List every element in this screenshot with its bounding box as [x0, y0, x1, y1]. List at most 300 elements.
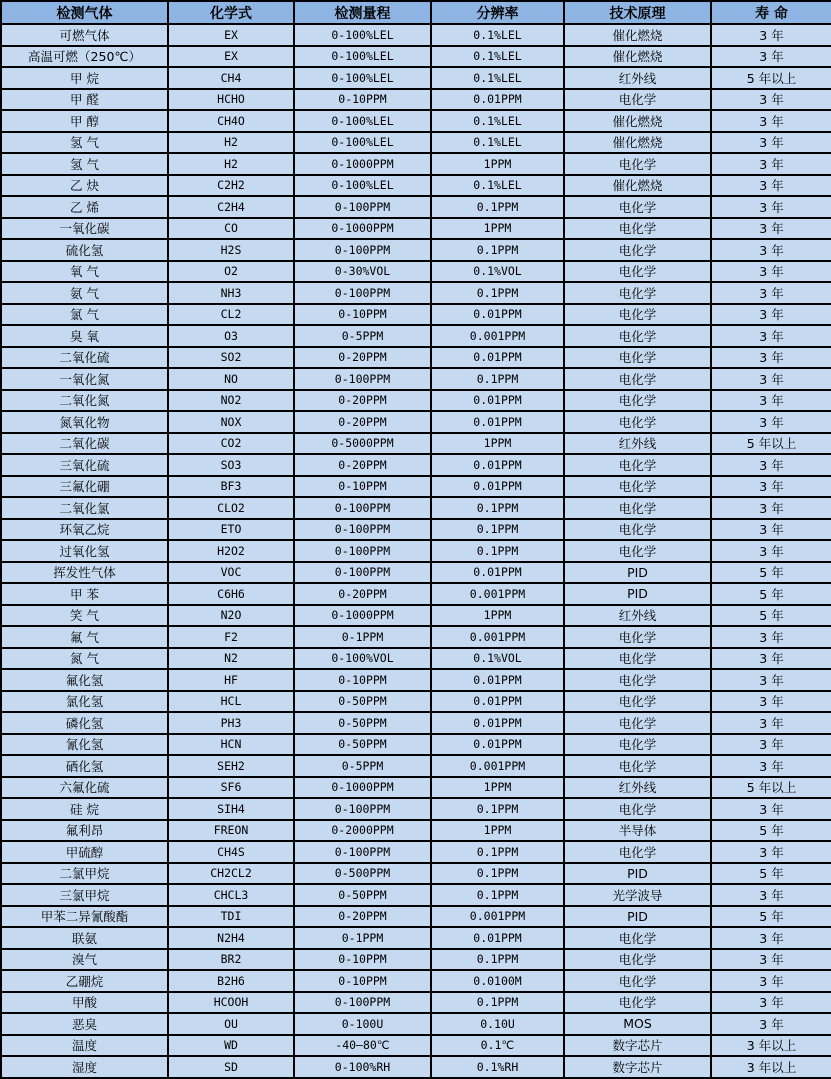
technology-cell: PID [564, 562, 711, 584]
table-row [1, 411, 831, 433]
lifespan-cell: 3 年 [711, 540, 831, 562]
technology-cell: 红外线 [564, 433, 711, 455]
resolution-cell: 0.1%VOL [431, 648, 564, 670]
gas-name-cell: 过氧化氢 [1, 540, 168, 562]
resolution-cell: 0.01PPM [431, 454, 564, 476]
detection-range-cell: 0-20PPM [294, 411, 431, 433]
lifespan-cell: 5 年 [711, 820, 831, 842]
technology-cell: PID [564, 906, 711, 928]
gas-name-cell: 笑 气 [1, 605, 168, 627]
detection-range-cell: 0-10PPM [294, 304, 431, 326]
gas-name-cell: 二氧化碳 [1, 433, 168, 455]
resolution-cell: 0.1%LEL [431, 132, 564, 154]
table-row [1, 605, 831, 627]
technology-cell: 电化学 [564, 669, 711, 691]
resolution-cell: 0.1%LEL [431, 24, 564, 46]
detection-range-cell: 0-20PPM [294, 390, 431, 412]
table-row [1, 540, 831, 562]
gas-name-cell: 三氯甲烷 [1, 884, 168, 906]
gas-name-cell: 二氯甲烷 [1, 863, 168, 885]
table-row [1, 24, 831, 46]
technology-cell: 电化学 [564, 755, 711, 777]
gas-name-cell: 氢 气 [1, 132, 168, 154]
lifespan-cell: 5 年 [711, 863, 831, 885]
detection-range-cell: 0-5000PPM [294, 433, 431, 455]
resolution-cell: 1PPM [431, 433, 564, 455]
gas-name-cell: 二氧化氮 [1, 390, 168, 412]
resolution-cell: 0.0100M [431, 970, 564, 992]
lifespan-cell: 5 年以上 [711, 433, 831, 455]
resolution-cell: 0.001PPM [431, 325, 564, 347]
lifespan-cell: 5 年 [711, 583, 831, 605]
detection-range-cell: 0-100PPM [294, 562, 431, 584]
gas-name-cell: 乙 烯 [1, 196, 168, 218]
resolution-cell: 0.01PPM [431, 712, 564, 734]
gas-name-cell: 甲硫醇 [1, 841, 168, 863]
chemical-formula-cell: NO2 [168, 390, 294, 412]
resolution-cell: 0.1PPM [431, 841, 564, 863]
detection-range-cell: 0-2000PPM [294, 820, 431, 842]
lifespan-cell: 3 年 [711, 153, 831, 175]
lifespan-cell: 3 年 [711, 390, 831, 412]
detection-range-cell: 0-10PPM [294, 970, 431, 992]
gas-name-cell: 氢 气 [1, 153, 168, 175]
resolution-cell: 0.01PPM [431, 734, 564, 756]
resolution-cell: 0.1%LEL [431, 46, 564, 68]
table-row [1, 390, 831, 412]
table-row [1, 648, 831, 670]
table-row [1, 196, 831, 218]
lifespan-cell: 3 年以上 [711, 1056, 831, 1078]
chemical-formula-cell: CO2 [168, 433, 294, 455]
chemical-formula-cell: N2O [168, 605, 294, 627]
detection-range-cell: 0-100%RH [294, 1056, 431, 1078]
technology-cell: 电化学 [564, 992, 711, 1014]
table-row [1, 175, 831, 197]
table-row [1, 46, 831, 68]
resolution-cell: 0.1%LEL [431, 175, 564, 197]
column-header-gas-name: 检测气体 [1, 1, 168, 24]
chemical-formula-cell: CH4O [168, 110, 294, 132]
resolution-cell: 0.001PPM [431, 626, 564, 648]
table-row [1, 282, 831, 304]
column-header-chemical-formula: 化学式 [168, 1, 294, 24]
gas-name-cell: 挥发性气体 [1, 562, 168, 584]
gas-name-cell: 甲 苯 [1, 583, 168, 605]
detection-range-cell: 0-100%VOL [294, 648, 431, 670]
table-row [1, 1035, 831, 1057]
gas-name-cell: 二氧化硫 [1, 347, 168, 369]
resolution-cell: 0.10U [431, 1013, 564, 1035]
lifespan-cell: 3 年 [711, 239, 831, 261]
technology-cell: 红外线 [564, 67, 711, 89]
chemical-formula-cell: O3 [168, 325, 294, 347]
gas-name-cell: 臭 氧 [1, 325, 168, 347]
resolution-cell: 0.01PPM [431, 390, 564, 412]
gas-name-cell: 氧 气 [1, 261, 168, 283]
detection-range-cell: 0-5PPM [294, 325, 431, 347]
gas-name-cell: 环氧乙烷 [1, 519, 168, 541]
lifespan-cell: 3 年 [711, 89, 831, 111]
lifespan-cell: 3 年 [711, 626, 831, 648]
column-header-technology: 技术原理 [564, 1, 711, 24]
detection-range-cell: 0-100PPM [294, 368, 431, 390]
resolution-cell: 0.01PPM [431, 476, 564, 498]
resolution-cell: 0.001PPM [431, 906, 564, 928]
chemical-formula-cell: SO2 [168, 347, 294, 369]
table-row [1, 927, 831, 949]
gas-name-cell: 硒化氢 [1, 755, 168, 777]
detection-range-cell: 0-20PPM [294, 454, 431, 476]
table-row [1, 820, 831, 842]
table-row [1, 261, 831, 283]
gas-name-cell: 氟 气 [1, 626, 168, 648]
lifespan-cell: 3 年 [711, 648, 831, 670]
resolution-cell: 0.1PPM [431, 196, 564, 218]
resolution-cell: 1PPM [431, 777, 564, 799]
detection-range-cell: 0-100%LEL [294, 46, 431, 68]
table-row [1, 949, 831, 971]
gas-name-cell: 恶臭 [1, 1013, 168, 1035]
technology-cell: 电化学 [564, 841, 711, 863]
lifespan-cell: 3 年 [711, 325, 831, 347]
lifespan-cell: 3 年 [711, 110, 831, 132]
chemical-formula-cell: SEH2 [168, 755, 294, 777]
resolution-cell: 0.1PPM [431, 798, 564, 820]
resolution-cell: 0.1PPM [431, 863, 564, 885]
resolution-cell: 0.1PPM [431, 368, 564, 390]
technology-cell: 电化学 [564, 519, 711, 541]
table-row [1, 497, 831, 519]
table-row [1, 1013, 831, 1035]
lifespan-cell: 3 年 [711, 411, 831, 433]
technology-cell: 数字芯片 [564, 1035, 711, 1057]
technology-cell: 电化学 [564, 347, 711, 369]
gas-name-cell: 一氧化氮 [1, 368, 168, 390]
resolution-cell: 0.1℃ [431, 1035, 564, 1057]
technology-cell: 电化学 [564, 261, 711, 283]
table-row [1, 239, 831, 261]
lifespan-cell: 5 年以上 [711, 777, 831, 799]
table-row [1, 583, 831, 605]
table-row [1, 519, 831, 541]
gas-name-cell: 甲 醇 [1, 110, 168, 132]
gas-name-cell: 二氧化氯 [1, 497, 168, 519]
gas-name-cell: 甲苯二异氰酸酯 [1, 906, 168, 928]
detection-range-cell: 0-100U [294, 1013, 431, 1035]
table-row [1, 884, 831, 906]
detection-range-cell: 0-1000PPM [294, 777, 431, 799]
detection-range-cell: 0-10PPM [294, 949, 431, 971]
detection-range-cell: 0-1PPM [294, 927, 431, 949]
technology-cell: 电化学 [564, 626, 711, 648]
table-row [1, 347, 831, 369]
resolution-cell: 0.1PPM [431, 282, 564, 304]
detection-range-cell: 0-1000PPM [294, 605, 431, 627]
gas-name-cell: 硫化氢 [1, 239, 168, 261]
detection-range-cell: 0-50PPM [294, 734, 431, 756]
detection-range-cell: 0-50PPM [294, 884, 431, 906]
table-row [1, 669, 831, 691]
detection-range-cell: 0-100PPM [294, 798, 431, 820]
technology-cell: PID [564, 583, 711, 605]
technology-cell: 催化燃烧 [564, 24, 711, 46]
lifespan-cell: 5 年 [711, 562, 831, 584]
table-header [1, 1, 831, 24]
technology-cell: 电化学 [564, 89, 711, 111]
table-row [1, 110, 831, 132]
gas-name-cell: 氮氧化物 [1, 411, 168, 433]
technology-cell: 催化燃烧 [564, 175, 711, 197]
chemical-formula-cell: SD [168, 1056, 294, 1078]
technology-cell: PID [564, 863, 711, 885]
detection-range-cell: 0-20PPM [294, 583, 431, 605]
lifespan-cell: 3 年 [711, 970, 831, 992]
chemical-formula-cell: CH4 [168, 67, 294, 89]
chemical-formula-cell: WD [168, 1035, 294, 1057]
resolution-cell: 0.1PPM [431, 992, 564, 1014]
technology-cell: 催化燃烧 [564, 110, 711, 132]
detection-range-cell: 0-100PPM [294, 497, 431, 519]
lifespan-cell: 3 年 [711, 454, 831, 476]
gas-name-cell: 三氧化硫 [1, 454, 168, 476]
technology-cell: 光学波导 [564, 884, 711, 906]
lifespan-cell: 3 年 [711, 196, 831, 218]
resolution-cell: 0.1%LEL [431, 110, 564, 132]
resolution-cell: 0.1PPM [431, 949, 564, 971]
lifespan-cell: 3 年 [711, 218, 831, 240]
chemical-formula-cell: SO3 [168, 454, 294, 476]
lifespan-cell: 3 年 [711, 734, 831, 756]
table-row [1, 626, 831, 648]
resolution-cell: 0.01PPM [431, 562, 564, 584]
lifespan-cell: 3 年 [711, 368, 831, 390]
resolution-cell: 0.1%RH [431, 1056, 564, 1078]
table-row [1, 863, 831, 885]
technology-cell: 电化学 [564, 927, 711, 949]
column-header-lifespan: 寿 命 [711, 1, 831, 24]
chemical-formula-cell: HCN [168, 734, 294, 756]
table-row [1, 218, 831, 240]
table-row [1, 1056, 831, 1078]
chemical-formula-cell: HCHO [168, 89, 294, 111]
column-header-detection-range: 检测量程 [294, 1, 431, 24]
detection-range-cell: 0-100%LEL [294, 110, 431, 132]
table-row [1, 755, 831, 777]
technology-cell: 电化学 [564, 368, 711, 390]
lifespan-cell: 3 年 [711, 132, 831, 154]
detection-range-cell: 0-100%LEL [294, 175, 431, 197]
table-row [1, 691, 831, 713]
lifespan-cell: 3 年 [711, 798, 831, 820]
technology-cell: 电化学 [564, 454, 711, 476]
chemical-formula-cell: CO [168, 218, 294, 240]
chemical-formula-cell: H2 [168, 153, 294, 175]
gas-name-cell: 甲酸 [1, 992, 168, 1014]
chemical-formula-cell: NOX [168, 411, 294, 433]
technology-cell: 电化学 [564, 476, 711, 498]
detection-range-cell: 0-30%VOL [294, 261, 431, 283]
chemical-formula-cell: NO [168, 368, 294, 390]
gas-name-cell: 三氟化硼 [1, 476, 168, 498]
chemical-formula-cell: EX [168, 46, 294, 68]
lifespan-cell: 5 年以上 [711, 67, 831, 89]
gas-name-cell: 氮 气 [1, 648, 168, 670]
table-row [1, 433, 831, 455]
resolution-cell: 0.01PPM [431, 669, 564, 691]
lifespan-cell: 3 年 [711, 497, 831, 519]
chemical-formula-cell: BR2 [168, 949, 294, 971]
resolution-cell: 0.01PPM [431, 927, 564, 949]
chemical-formula-cell: N2H4 [168, 927, 294, 949]
chemical-formula-cell: OU [168, 1013, 294, 1035]
lifespan-cell: 3 年 [711, 476, 831, 498]
detection-range-cell: 0-10PPM [294, 89, 431, 111]
table-row [1, 454, 831, 476]
technology-cell: 电化学 [564, 282, 711, 304]
technology-cell: 电化学 [564, 970, 711, 992]
gas-name-cell: 六氟化硫 [1, 777, 168, 799]
resolution-cell: 0.01PPM [431, 304, 564, 326]
resolution-cell: 1PPM [431, 820, 564, 842]
gas-name-cell: 可燃气体 [1, 24, 168, 46]
technology-cell: 半导体 [564, 820, 711, 842]
technology-cell: 电化学 [564, 648, 711, 670]
lifespan-cell: 3 年 [711, 304, 831, 326]
chemical-formula-cell: BF3 [168, 476, 294, 498]
table-row [1, 992, 831, 1014]
gas-name-cell: 溴气 [1, 949, 168, 971]
lifespan-cell: 5 年 [711, 906, 831, 928]
technology-cell: 红外线 [564, 605, 711, 627]
table-row [1, 734, 831, 756]
gas-name-cell: 联氨 [1, 927, 168, 949]
detection-range-cell: 0-500PPM [294, 863, 431, 885]
lifespan-cell: 3 年 [711, 841, 831, 863]
lifespan-cell: 3 年 [711, 884, 831, 906]
gas-name-cell: 甲 烷 [1, 67, 168, 89]
chemical-formula-cell: PH3 [168, 712, 294, 734]
chemical-formula-cell: CHCL3 [168, 884, 294, 906]
detection-range-cell: 0-5PPM [294, 755, 431, 777]
detection-range-cell: 0-100PPM [294, 540, 431, 562]
chemical-formula-cell: H2 [168, 132, 294, 154]
table-row [1, 304, 831, 326]
detection-range-cell: 0-100PPM [294, 196, 431, 218]
resolution-cell: 0.001PPM [431, 755, 564, 777]
column-header-resolution: 分辨率 [431, 1, 564, 24]
lifespan-cell: 5 年 [711, 605, 831, 627]
technology-cell: 电化学 [564, 734, 711, 756]
gas-name-cell: 氯化氢 [1, 691, 168, 713]
detection-range-cell: 0-100%LEL [294, 132, 431, 154]
detection-range-cell: 0-100PPM [294, 992, 431, 1014]
detection-range-cell: 0-10PPM [294, 669, 431, 691]
lifespan-cell: 3 年以上 [711, 1035, 831, 1057]
header-row [1, 1, 831, 24]
chemical-formula-cell: C2H2 [168, 175, 294, 197]
chemical-formula-cell: O2 [168, 261, 294, 283]
technology-cell: 电化学 [564, 325, 711, 347]
lifespan-cell: 3 年 [711, 519, 831, 541]
chemical-formula-cell: H2O2 [168, 540, 294, 562]
table-row [1, 777, 831, 799]
lifespan-cell: 3 年 [711, 282, 831, 304]
detection-range-cell: 0-1000PPM [294, 153, 431, 175]
detection-range-cell: 0-100PPM [294, 239, 431, 261]
lifespan-cell: 3 年 [711, 992, 831, 1014]
lifespan-cell: 3 年 [711, 347, 831, 369]
technology-cell: 电化学 [564, 540, 711, 562]
technology-cell: 数字芯片 [564, 1056, 711, 1078]
detection-range-cell: 0-100PPM [294, 519, 431, 541]
gas-name-cell: 硅 烷 [1, 798, 168, 820]
technology-cell: 电化学 [564, 390, 711, 412]
chemical-formula-cell: CH4S [168, 841, 294, 863]
technology-cell: 电化学 [564, 798, 711, 820]
chemical-formula-cell: ETO [168, 519, 294, 541]
gas-name-cell: 乙 炔 [1, 175, 168, 197]
gas-name-cell: 氰化氢 [1, 734, 168, 756]
chemical-formula-cell: HCOOH [168, 992, 294, 1014]
table-row [1, 325, 831, 347]
chemical-formula-cell: HF [168, 669, 294, 691]
table-row [1, 67, 831, 89]
lifespan-cell: 3 年 [711, 175, 831, 197]
table-row [1, 476, 831, 498]
technology-cell: 电化学 [564, 949, 711, 971]
lifespan-cell: 3 年 [711, 712, 831, 734]
detection-range-cell: 0-100PPM [294, 841, 431, 863]
detection-range-cell: 0-100%LEL [294, 24, 431, 46]
table-body [1, 24, 831, 1078]
detection-range-cell: 0-20PPM [294, 347, 431, 369]
table-row [1, 562, 831, 584]
resolution-cell: 0.1%VOL [431, 261, 564, 283]
gas-name-cell: 湿度 [1, 1056, 168, 1078]
table-row [1, 153, 831, 175]
technology-cell: 电化学 [564, 691, 711, 713]
gas-name-cell: 磷化氢 [1, 712, 168, 734]
lifespan-cell: 3 年 [711, 927, 831, 949]
chemical-formula-cell: FREON [168, 820, 294, 842]
chemical-formula-cell: SIH4 [168, 798, 294, 820]
technology-cell: 电化学 [564, 239, 711, 261]
gas-name-cell: 一氧化碳 [1, 218, 168, 240]
detection-range-cell: 0-50PPM [294, 691, 431, 713]
gas-name-cell: 乙硼烷 [1, 970, 168, 992]
technology-cell: 红外线 [564, 777, 711, 799]
detection-range-cell: 0-100%LEL [294, 67, 431, 89]
gas-name-cell: 甲 醛 [1, 89, 168, 111]
gas-name-cell: 氟化氢 [1, 669, 168, 691]
resolution-cell: 0.1%LEL [431, 67, 564, 89]
detection-range-cell: 0-100PPM [294, 282, 431, 304]
resolution-cell: 0.01PPM [431, 691, 564, 713]
chemical-formula-cell: CH2CL2 [168, 863, 294, 885]
resolution-cell: 1PPM [431, 218, 564, 240]
table-row [1, 368, 831, 390]
chemical-formula-cell: EX [168, 24, 294, 46]
chemical-formula-cell: CLO2 [168, 497, 294, 519]
gas-name-cell: 氨 气 [1, 282, 168, 304]
technology-cell: 电化学 [564, 712, 711, 734]
technology-cell: 催化燃烧 [564, 132, 711, 154]
detection-range-cell: 0-20PPM [294, 906, 431, 928]
chemical-formula-cell: HCL [168, 691, 294, 713]
lifespan-cell: 3 年 [711, 949, 831, 971]
technology-cell: 电化学 [564, 218, 711, 240]
